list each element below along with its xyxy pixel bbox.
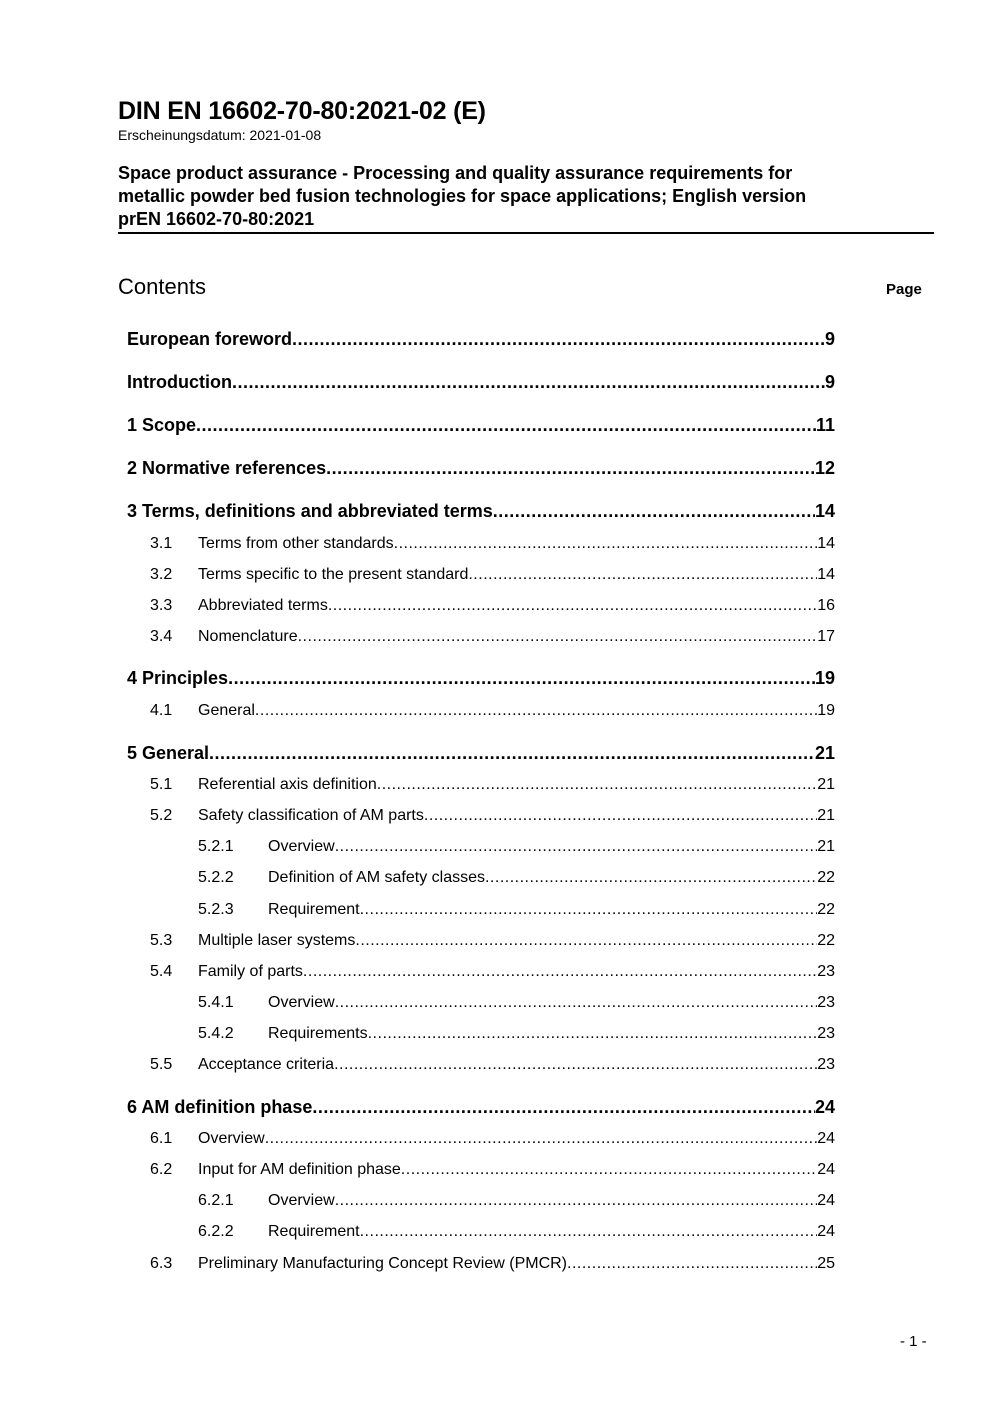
toc-entry[interactable] bbox=[150, 700, 835, 721]
toc-entry-title: Requirement bbox=[268, 901, 360, 918]
toc-entry[interactable] bbox=[127, 499, 835, 523]
toc-entry-page: 22 bbox=[817, 901, 835, 918]
toc-entry-page: 14 bbox=[817, 566, 835, 583]
toc-entry-number: 5.2 bbox=[150, 807, 173, 824]
toc-entry-number: 5.4 bbox=[150, 963, 173, 980]
toc-entry[interactable] bbox=[150, 564, 835, 585]
toc-entry[interactable] bbox=[198, 992, 835, 1013]
dot-leader bbox=[209, 741, 815, 765]
toc-entry-number: 5.4.2 bbox=[198, 1025, 234, 1042]
toc-entry-number: 5.5 bbox=[150, 1056, 173, 1073]
toc-entry-title: Overview bbox=[198, 1130, 265, 1147]
toc-entry-page: 16 bbox=[817, 597, 835, 614]
toc-entry[interactable] bbox=[198, 1221, 835, 1242]
toc-entry-number: 6.3 bbox=[150, 1255, 173, 1272]
dot-leader bbox=[335, 992, 818, 1013]
toc-entry-page: 22 bbox=[817, 869, 835, 886]
toc-entry[interactable] bbox=[198, 867, 835, 888]
dot-leader bbox=[335, 1190, 818, 1211]
toc-entry-number: 3.3 bbox=[150, 597, 173, 614]
toc-entry[interactable] bbox=[150, 1159, 835, 1180]
toc-entry-title: Definition of AM safety classes bbox=[268, 869, 485, 886]
toc-entry-title: Family of parts bbox=[198, 963, 303, 980]
toc-entry-page: 21 bbox=[817, 807, 835, 824]
toc-entry[interactable] bbox=[150, 626, 835, 647]
title-line: prEN 16602-70-80:2021 bbox=[118, 209, 315, 229]
toc-entry-title: Multiple laser systems bbox=[198, 932, 356, 949]
toc-entry-title: Safety classification of AM parts bbox=[198, 807, 424, 824]
toc-entry-title: Overview bbox=[268, 1192, 335, 1209]
toc-entry-page: 14 bbox=[814, 501, 835, 521]
page-column-label: Page bbox=[886, 281, 922, 298]
dot-leader bbox=[326, 456, 815, 480]
toc-entry-page: 9 bbox=[824, 372, 835, 392]
toc-entry[interactable] bbox=[198, 1190, 835, 1211]
publication-date: Erscheinungsdatum: 2021-01-08 bbox=[118, 127, 322, 143]
dot-leader bbox=[355, 930, 817, 951]
dot-leader bbox=[228, 666, 815, 690]
dot-leader bbox=[360, 1221, 818, 1242]
toc-entry-number: 3.1 bbox=[150, 535, 173, 552]
dot-leader bbox=[424, 805, 817, 826]
toc-entry-title: Nomenclature bbox=[198, 628, 298, 645]
toc-entry-title: Preliminary Manufacturing Concept Review (PMCR) bbox=[198, 1255, 568, 1272]
toc-entry-title: European foreword bbox=[127, 329, 293, 349]
toc-entry-number: 6.2.2 bbox=[198, 1223, 234, 1240]
toc-entry-page: 14 bbox=[817, 535, 835, 552]
toc-entry[interactable] bbox=[150, 1253, 835, 1274]
toc-entry-number: 5.1 bbox=[150, 776, 173, 793]
toc-entry-page: 23 bbox=[817, 1025, 835, 1042]
dot-leader bbox=[567, 1253, 817, 1274]
toc-entry-page: 11 bbox=[815, 415, 835, 435]
dot-leader bbox=[312, 1095, 815, 1119]
contents-heading: Contents bbox=[118, 274, 207, 299]
toc-entry-page: 17 bbox=[817, 628, 835, 645]
toc-entry-title: Acceptance criteria bbox=[198, 1056, 335, 1073]
toc-entry-title: 2 Normative references bbox=[127, 458, 327, 478]
dot-leader bbox=[196, 413, 816, 437]
toc-entry-title: 6 AM definition phase bbox=[127, 1097, 313, 1117]
dot-leader bbox=[394, 533, 818, 554]
dot-leader bbox=[493, 499, 815, 523]
toc-entry[interactable] bbox=[127, 666, 835, 690]
dot-leader bbox=[255, 700, 817, 721]
toc-entry[interactable] bbox=[150, 533, 835, 554]
toc-entry-number: 3.4 bbox=[150, 628, 173, 645]
dot-leader bbox=[298, 626, 818, 647]
toc-entry-title: 3 Terms, definitions and abbreviated terms bbox=[127, 501, 493, 521]
dot-leader bbox=[401, 1159, 817, 1180]
toc-entry-title: Introduction bbox=[127, 372, 232, 392]
title-line: Space product assurance - Processing and quality assurance requirements for bbox=[118, 163, 793, 183]
toc-entry-title: Requirements bbox=[268, 1025, 368, 1042]
toc-entry-title: Input for AM definition phase bbox=[198, 1161, 401, 1178]
toc-entry-page: 23 bbox=[817, 994, 835, 1011]
toc-entry-number: 6.1 bbox=[150, 1130, 173, 1147]
toc-entry[interactable] bbox=[150, 595, 835, 616]
toc-entry-page: 21 bbox=[817, 838, 835, 855]
toc-entry[interactable] bbox=[150, 774, 835, 795]
dot-leader bbox=[292, 327, 825, 351]
toc-entry[interactable] bbox=[150, 961, 835, 982]
toc-entry-page: 24 bbox=[817, 1130, 835, 1147]
toc-entry-number: 5.3 bbox=[150, 932, 173, 949]
toc-entry-title: Abbreviated terms bbox=[198, 597, 328, 614]
toc-entry-number: 4.1 bbox=[150, 702, 173, 719]
toc-entry-page: 19 bbox=[814, 668, 835, 688]
toc-entry[interactable] bbox=[150, 1128, 835, 1149]
toc-entry-number: 5.4.1 bbox=[198, 994, 234, 1011]
toc-entry-number: 6.2 bbox=[150, 1161, 173, 1178]
dot-leader bbox=[328, 595, 817, 616]
toc-entry[interactable] bbox=[198, 899, 835, 920]
dot-leader bbox=[368, 1023, 818, 1044]
dot-leader bbox=[265, 1128, 818, 1149]
toc-entry[interactable] bbox=[127, 456, 835, 480]
toc-entry-page: 24 bbox=[814, 1097, 835, 1117]
toc-entry-page: 21 bbox=[814, 743, 835, 763]
toc-entry-title: Overview bbox=[268, 994, 335, 1011]
toc-entry[interactable] bbox=[198, 836, 835, 857]
dot-leader bbox=[334, 1054, 817, 1075]
toc-entry[interactable] bbox=[150, 1054, 835, 1075]
toc-entry-title: Referential axis definition bbox=[198, 776, 377, 793]
title-line: metallic powder bed fusion technologies for space applications; English version bbox=[118, 186, 807, 206]
toc-entry-page: 24 bbox=[817, 1192, 835, 1209]
toc-entry-page: 12 bbox=[814, 458, 835, 478]
toc-entry-page: 23 bbox=[817, 963, 835, 980]
toc-entry-title: Terms specific to the present standard bbox=[198, 566, 469, 583]
toc-entry-title: General bbox=[198, 702, 255, 719]
toc-entry-page: 22 bbox=[817, 932, 835, 949]
document-id: DIN EN 16602-70-80:2021-02 (E) bbox=[118, 97, 486, 125]
dot-leader bbox=[377, 774, 817, 795]
toc-entry-number: 3.2 bbox=[150, 566, 173, 583]
toc-entry-number: 5.2.1 bbox=[198, 838, 234, 855]
toc-entry[interactable] bbox=[150, 805, 835, 826]
dot-leader bbox=[303, 961, 817, 982]
toc-entry[interactable] bbox=[127, 327, 835, 351]
toc-entry-title: 1 Scope bbox=[127, 415, 197, 435]
toc-entry[interactable] bbox=[127, 741, 835, 765]
toc-entry-page: 9 bbox=[824, 329, 835, 349]
toc-entry-page: 25 bbox=[817, 1255, 835, 1272]
dot-leader bbox=[335, 836, 818, 857]
toc-entry-number: 5.2.2 bbox=[198, 869, 234, 886]
toc-entry[interactable] bbox=[127, 1095, 835, 1119]
toc-entry-number: 6.2.1 bbox=[198, 1192, 234, 1209]
dot-leader bbox=[468, 564, 817, 585]
toc-entry-title: Overview bbox=[268, 838, 335, 855]
toc-entry[interactable] bbox=[127, 413, 835, 437]
dot-leader bbox=[232, 370, 825, 394]
page-number: - 1 - bbox=[900, 1333, 927, 1350]
toc-entry-page: 19 bbox=[817, 702, 835, 719]
toc-entry-title: Requirement bbox=[268, 1223, 360, 1240]
toc-entry-page: 24 bbox=[817, 1223, 835, 1240]
toc-entry-page: 24 bbox=[817, 1161, 835, 1178]
toc-entry-page: 21 bbox=[817, 776, 835, 793]
toc-entry-number: 5.2.3 bbox=[198, 901, 234, 918]
dot-leader bbox=[360, 899, 818, 920]
toc-entry-title: Terms from other standards bbox=[198, 535, 394, 552]
dot-leader bbox=[485, 867, 817, 888]
toc-entry-title: 4 Principles bbox=[127, 668, 229, 688]
toc-entry-page: 23 bbox=[817, 1056, 835, 1073]
toc-entry[interactable] bbox=[127, 370, 835, 394]
toc-entry-title: 5 General bbox=[127, 743, 210, 763]
toc-entry[interactable] bbox=[150, 930, 835, 951]
toc-entry[interactable] bbox=[198, 1023, 835, 1044]
